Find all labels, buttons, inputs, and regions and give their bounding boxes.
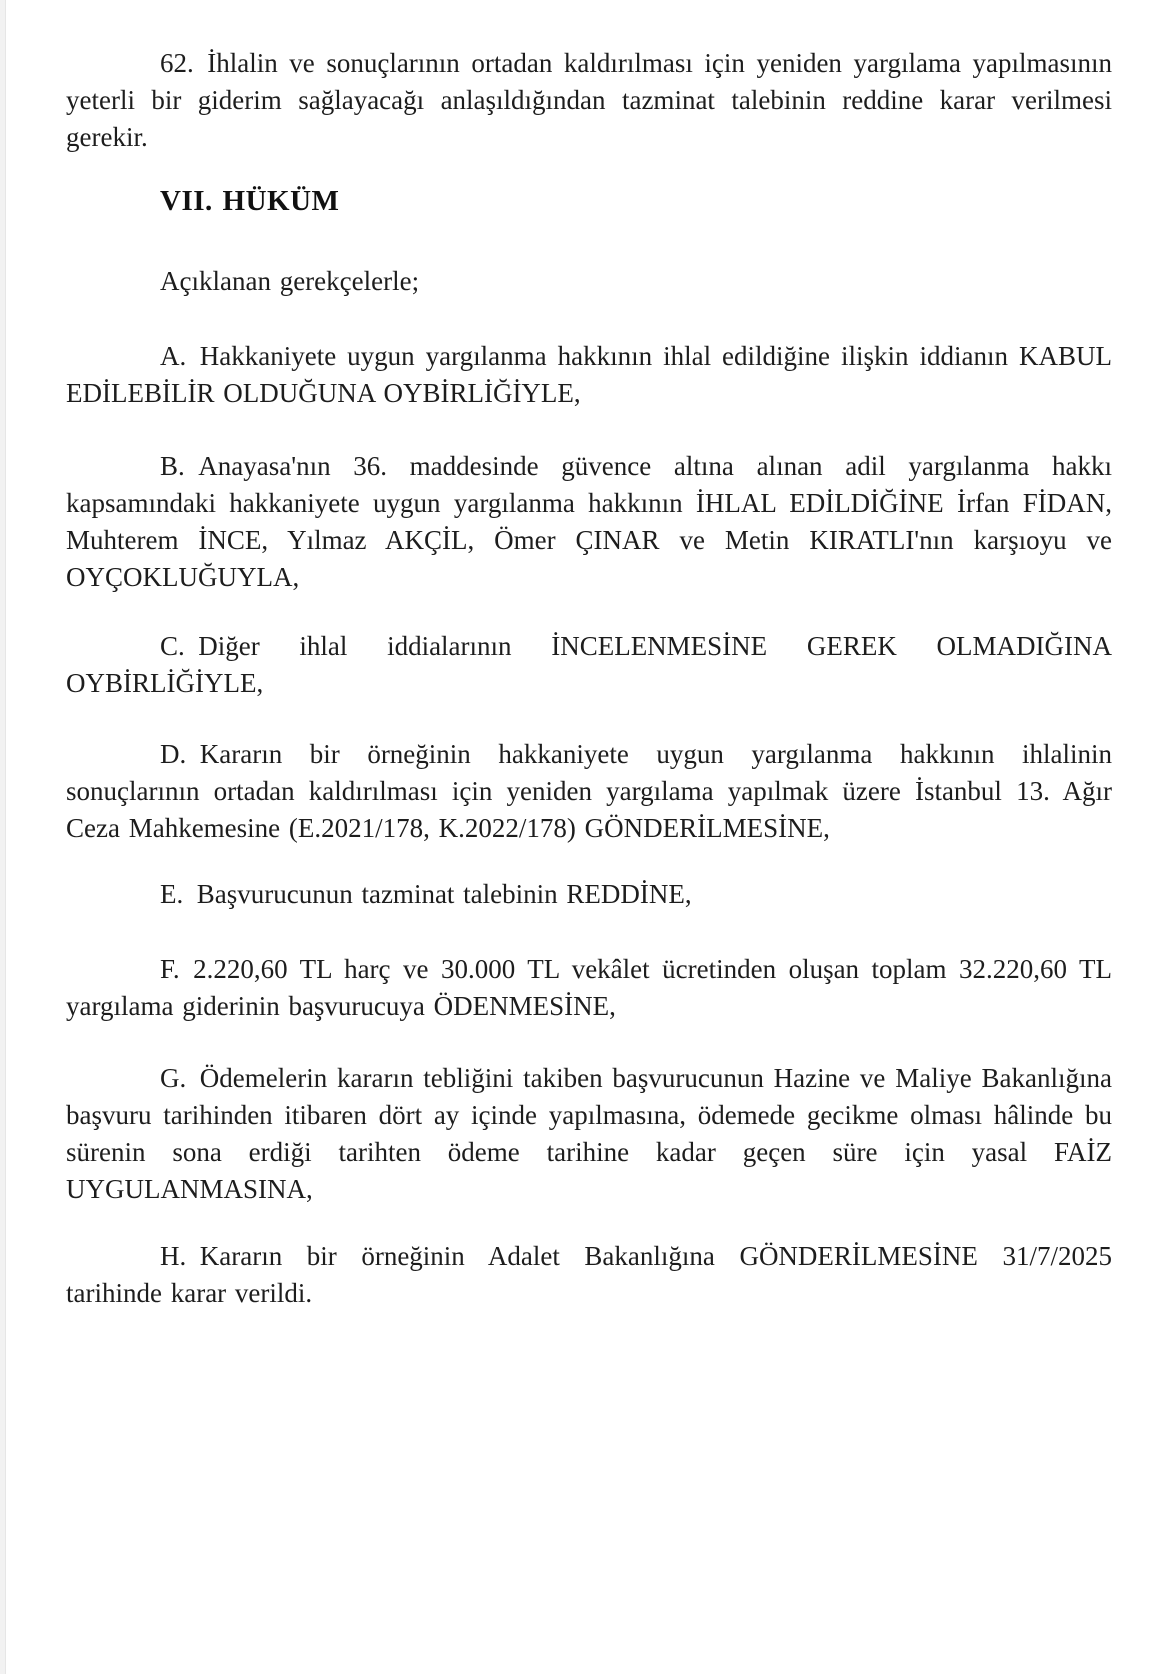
ruling-item-e: E. Başvurucunun tazminat talebinin REDDİNE,	[160, 879, 692, 909]
ruling-item-f: F. 2.220,60 TL harç ve 30.000 TL vekâlet ücretinden oluşan toplam 32.220,60 TL yargılama giderinin başvurucuya ÖDENMESİNE,	[66, 954, 1112, 1021]
ruling-item-c: C. Diğer ihlal iddialarının İNCELENMESİNE GEREK OLMADIĞINA OYBİRLİĞİYLE,	[66, 631, 1112, 698]
ruling-item-h: H. Kararın bir örneğinin Adalet Bakanlığına GÖNDERİLMESİNE 31/7/2025 tarihinde karar verildi.	[66, 1241, 1112, 1308]
paragraph-62: 62. İhlalin ve sonuçlarının ortadan kaldırılması için yeniden yargılama yapılmasının yeterli bir giderim sağlayacağı anlaşıldığından tazminat talebinin reddine karar verilmesi gerekir.	[66, 48, 1112, 152]
section-heading-hukum: VII. HÜKÜM	[160, 185, 340, 217]
document-page	[66, 45, 1112, 1312]
intro-line: Açıklanan gerekçelerle;	[160, 266, 420, 296]
page-edge	[0, 0, 6, 1674]
ruling-item-g: G. Ödemelerin kararın tebliğini takiben başvurucunun Hazine ve Maliye Bakanlığına başvuru tarihinden itibaren dört ay içinde yapılmasına, ödemede gecikme olması hâlinde bu sürenin sona erdiği tarihten ödeme tarihine kadar geçen süre için yasal FAİZ UYGULANMASINA,	[66, 1063, 1112, 1204]
ruling-item-b: B. Anayasa'nın 36. maddesinde güvence altına alınan adil yargılanma hakkı kapsamındaki hakkaniyete uygun yargılanma hakkının İHLAL EDİLDİĞİNE İrfan FİDAN, Muhterem İNCE, Yılmaz AKÇİL, Ömer ÇINAR ve Metin KIRATLI'nın karşıoyu ve OYÇOKLUĞUYLA,	[66, 451, 1112, 592]
ruling-item-d: D. Kararın bir örneğinin hakkaniyete uygun yargılanma hakkının ihlalinin sonuçlarının ortadan kaldırılması için yeniden yargılama yapılmak üzere İstanbul 13. Ağır Ceza Mahkemesine (E.2021/178, K.2022/178) GÖNDERİLMESİNE,	[66, 739, 1112, 843]
ruling-item-a: A. Hakkaniyete uygun yargılanma hakkının ihlal edildiğine ilişkin iddianın KABUL EDİLEBİLİR OLDUĞUNA OYBİRLİĞİYLE,	[66, 341, 1112, 408]
